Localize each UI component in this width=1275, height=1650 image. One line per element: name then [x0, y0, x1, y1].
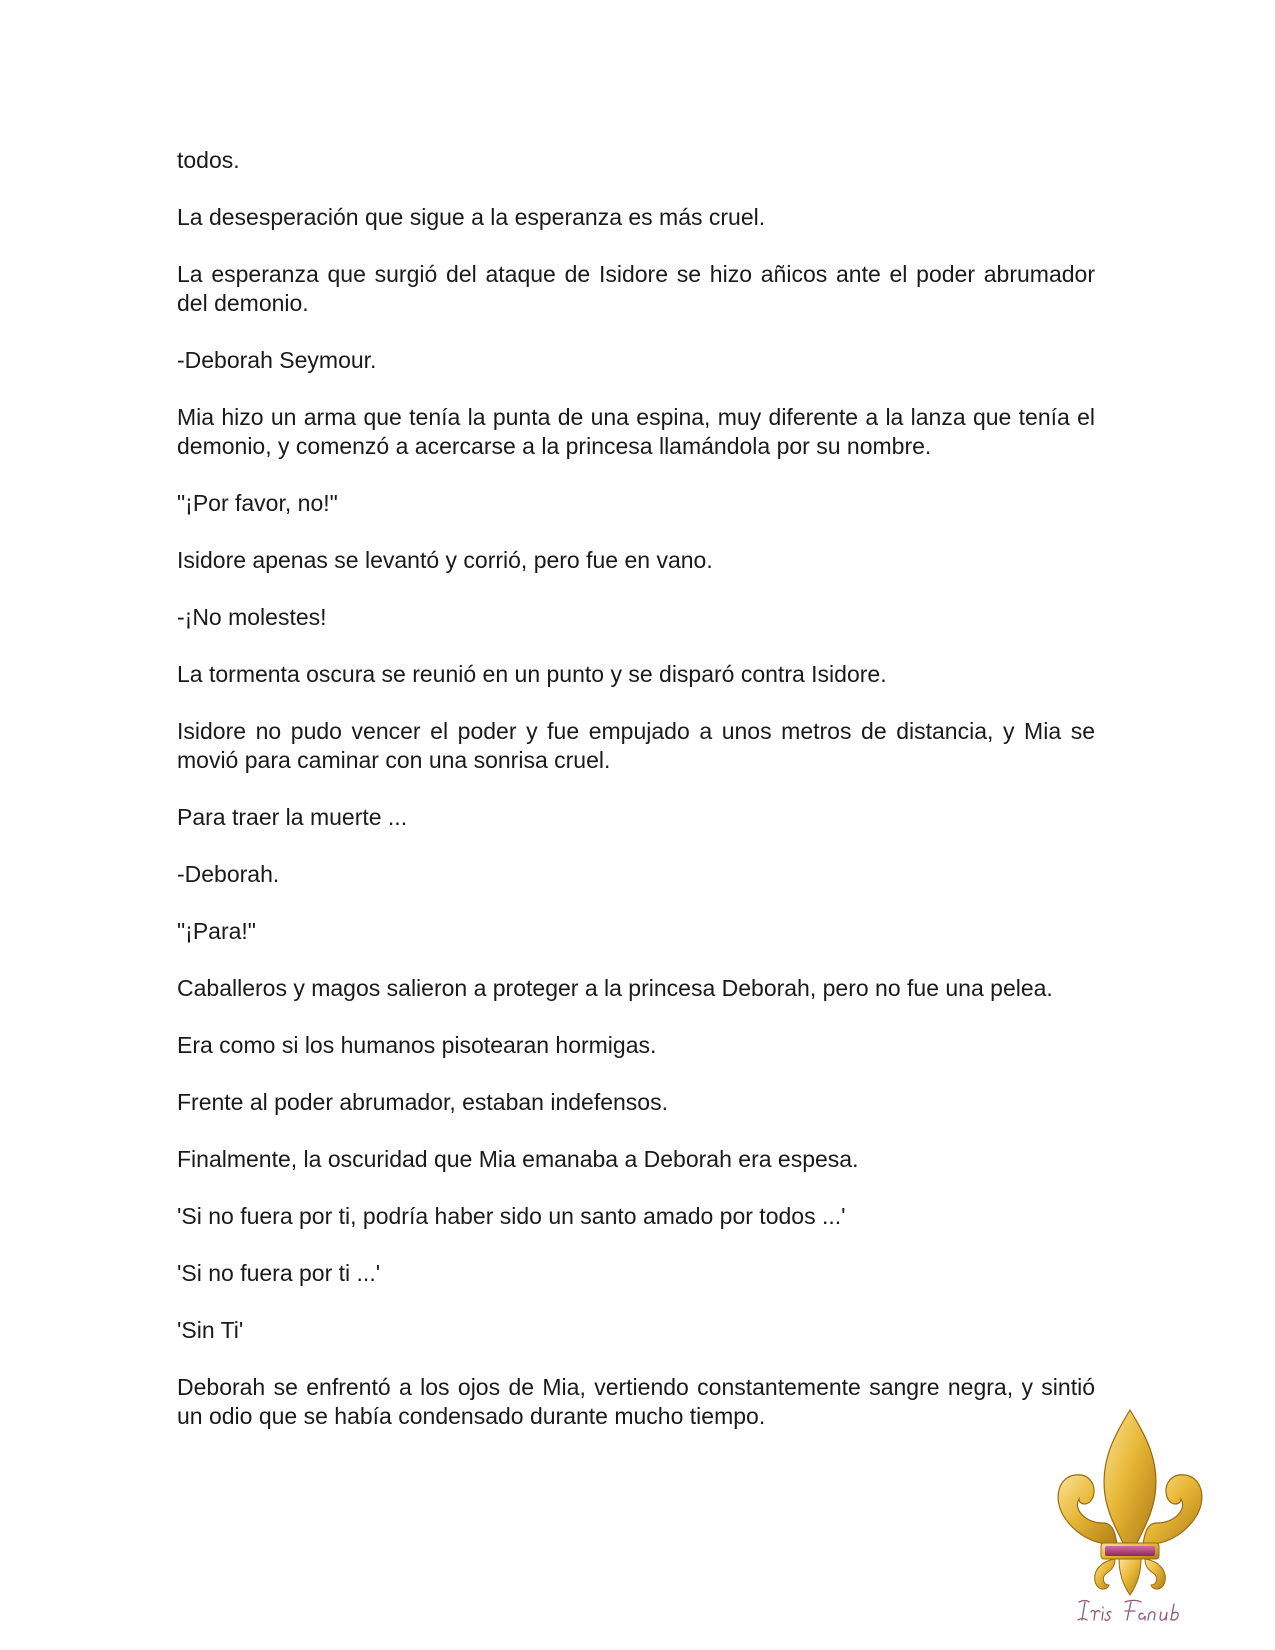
paragraph: La tormenta oscura se reunió en un punto y se disparó contra Isidore. — [177, 661, 887, 687]
paragraph: Deborah se enfrentó a los ojos de Mia, vertiendo constantemente sangre negra, y sintió un odio que se había condensado durante mucho tiempo. — [177, 1374, 1095, 1429]
paragraph: 'Sin Ti' — [177, 1317, 244, 1343]
signature-icon — [1075, 1596, 1195, 1626]
paragraph: La desesperación que sigue a la esperanza es más cruel. — [177, 204, 766, 230]
paragraph: -Deborah Seymour. — [177, 347, 377, 373]
document-body — [177, 146, 1095, 1459]
paragraph: La esperanza que surgió del ataque de Isidore se hizo añicos ante el poder abrumador del demonio. — [177, 261, 1095, 316]
paragraph: Mia hizo un arma que tenía la punta de una espina, muy diferente a la lanza que tenía el demonio, y comenzó a acercarse a la princesa llamándola por su nombre. — [177, 404, 1095, 459]
paragraph: Frente al poder abrumador, estaban indefensos. — [177, 1089, 668, 1115]
paragraph: -Deborah. — [177, 861, 280, 887]
paragraph: Para traer la muerte ... — [177, 804, 408, 830]
fleur-de-lis-icon — [1045, 1405, 1215, 1615]
paragraph: Isidore apenas se levantó y corrió, pero fue en vano. — [177, 547, 713, 573]
paragraph: 'Si no fuera por ti ...' — [177, 1260, 381, 1286]
paragraph: todos. — [177, 147, 240, 173]
paragraph: Finalmente, la oscuridad que Mia emanaba a Deborah era espesa. — [177, 1146, 859, 1172]
paragraph: -¡No molestes! — [177, 604, 327, 630]
paragraph: Era como si los humanos pisotearan hormigas. — [177, 1032, 657, 1058]
paragraph: "¡Por favor, no!" — [177, 490, 338, 516]
paragraph: Isidore no pudo vencer el poder y fue empujado a unos metros de distancia, y Mia se movió para caminar con una sonrisa cruel. — [177, 718, 1095, 773]
paragraph: 'Si no fuera por ti, podría haber sido un santo amado por todos ...' — [177, 1203, 846, 1229]
paragraph: "¡Para!" — [177, 918, 256, 944]
paragraph: Caballeros y magos salieron a proteger a la princesa Deborah, pero no fue una pelea. — [177, 975, 1053, 1001]
